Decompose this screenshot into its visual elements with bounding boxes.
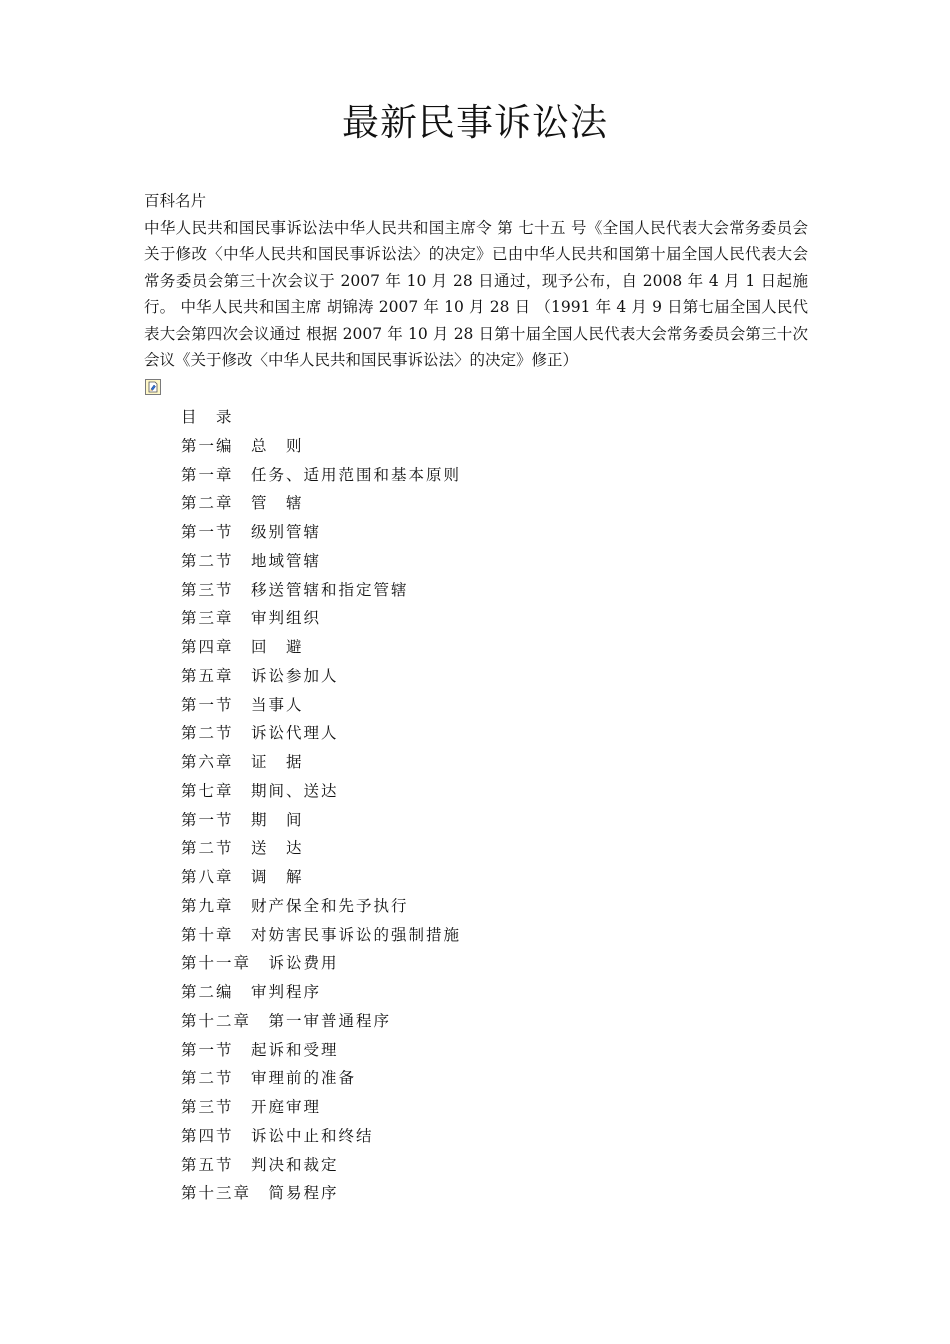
toc-entry: 第二节 诉讼代理人 bbox=[181, 724, 339, 743]
toc-entry: 第一章 任务、适用范围和基本原则 bbox=[181, 465, 462, 484]
document-link-icon-graphic bbox=[146, 380, 160, 394]
intro-section bbox=[144, 188, 808, 374]
toc-entry: 第二节 审理前的准备 bbox=[181, 1069, 357, 1088]
intro-heading: 百科名片 bbox=[144, 192, 207, 210]
toc-entry: 第四章 回 避 bbox=[181, 638, 304, 656]
toc-entry: 第五节 判决和裁定 bbox=[181, 1155, 339, 1174]
toc-entry: 第二节 地域管辖 bbox=[181, 551, 322, 570]
toc-entry: 第一节 期 间 bbox=[181, 810, 304, 829]
toc-entry: 第一节 级别管辖 bbox=[181, 523, 322, 541]
toc-entry: 第九章 财产保全和先予执行 bbox=[181, 896, 409, 915]
intro-paragraph: 中华人民共和国民事诉讼法中华人民共和国主席令 第 七十五 号《全国人民代表大会常务委员会关于修改〈中华人民共和国民事诉讼法〉的决定》已由中华人民共和国第十届全国人民代表大会常务委员会第三十次会议于 2007 年 10 月 28 日通过，现予公布，自 2008 年 4 月 1 日起施行。 中华人民共和国主席 胡锦涛 2007 年 10 月 28 日 （1991 年 4 月 9 日第七届全国人民代表大会第四次会议通过 根据 2007 年 10 月 28 日第十届全国人民代表大会常务委员会第三十次会议《关于修改〈中华人民共和国民事诉讼法〉的决定》修正） bbox=[144, 218, 808, 369]
toc-entry: 第八章 调 解 bbox=[181, 868, 304, 886]
toc-entry: 第三节 移送管辖和指定管辖 bbox=[181, 580, 409, 599]
toc-entry: 第七章 期间、送达 bbox=[181, 781, 339, 800]
toc-entry: 第一节 起诉和受理 bbox=[181, 1040, 339, 1059]
toc-entry: 第二节 送 达 bbox=[181, 839, 304, 858]
toc-entry: 第十三章 简易程序 bbox=[181, 1184, 339, 1203]
toc-entry: 第一节 当事人 bbox=[181, 695, 304, 714]
toc-entry: 第十章 对妨害民事诉讼的强制措施 bbox=[181, 925, 462, 944]
toc-entry: 第十一章 诉讼费用 bbox=[181, 954, 339, 973]
toc-entry: 第二编 审判程序 bbox=[181, 983, 322, 1001]
document-link-icon[interactable] bbox=[145, 379, 161, 395]
toc-entry: 目 录 bbox=[181, 408, 234, 426]
toc-entry: 第五章 诉讼参加人 bbox=[181, 666, 339, 685]
toc-entry: 第二章 管 辖 bbox=[181, 494, 304, 513]
document-title: 最新民事诉讼法 bbox=[342, 101, 608, 144]
toc-entry: 第一编 总 则 bbox=[181, 436, 304, 455]
toc-entry: 第三章 审判组织 bbox=[181, 609, 322, 628]
toc-entry: 第十二章 第一审普通程序 bbox=[181, 1011, 392, 1030]
toc-entry: 第四节 诉讼中止和终结 bbox=[181, 1126, 374, 1145]
toc-entry: 第三节 开庭审理 bbox=[181, 1098, 322, 1116]
toc-entry: 第六章 证 据 bbox=[181, 753, 304, 771]
table-of-contents bbox=[181, 403, 461, 1208]
